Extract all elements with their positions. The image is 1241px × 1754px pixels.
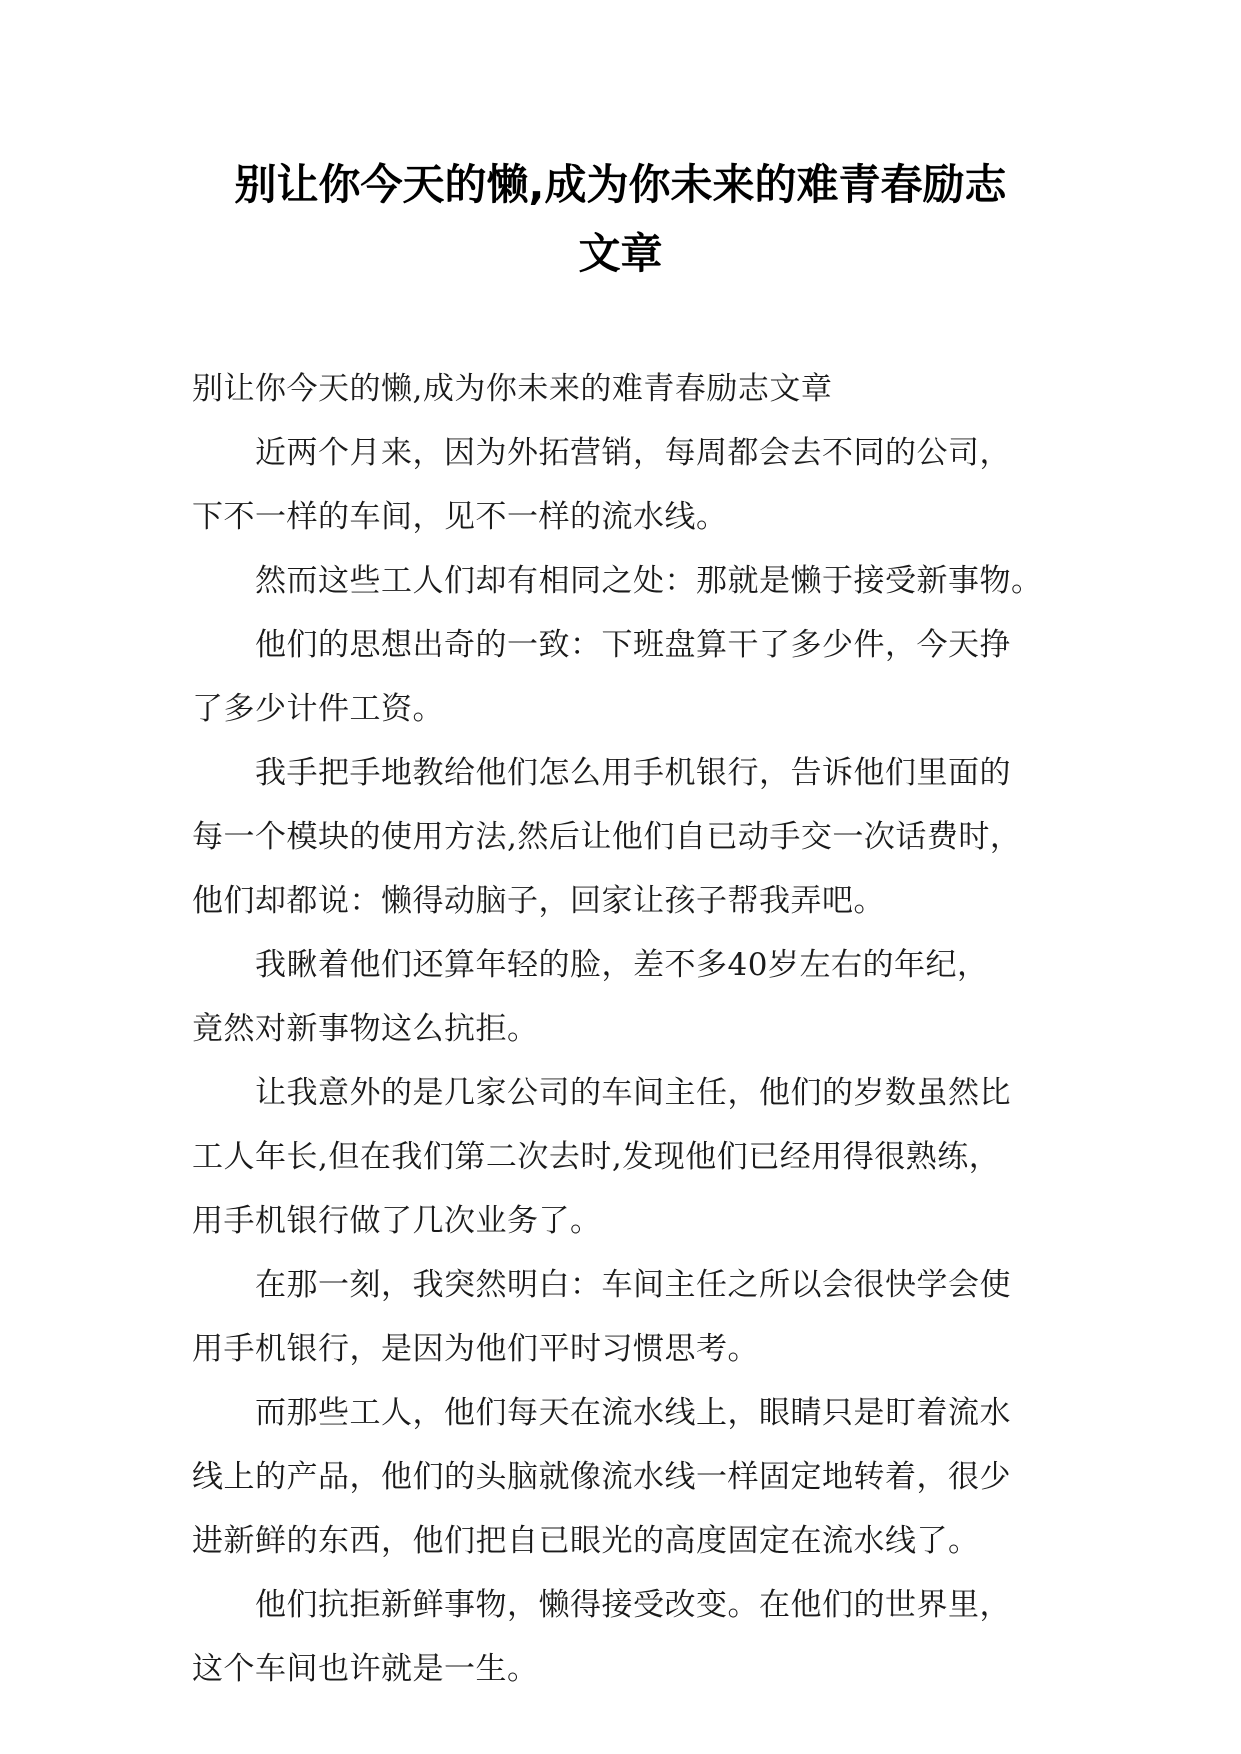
paragraph xyxy=(192,549,1072,613)
paragraph xyxy=(192,1061,1072,1253)
paragraph-line: 每一个模块的使用方法,然后让他们自已动手交一次话费时， xyxy=(192,819,1022,855)
title-line: 别让你今天的懒,成为你未来的难青春励志 xyxy=(234,160,1007,209)
paragraph xyxy=(192,1253,1072,1381)
paragraph-line: 下不一样的车间，见不一样的流水线。 xyxy=(192,499,728,535)
paragraph xyxy=(192,1381,1072,1573)
paragraph-line: 工人年长,但在我们第二次去时,发现他们已经用得很熟练， xyxy=(192,1139,1001,1175)
paragraph-line: 这个车间也许就是一生。 xyxy=(192,1651,539,1687)
paragraph-line: 在那一刻，我突然明白：车间主任之所以会很快学会使 xyxy=(255,1267,1011,1303)
paragraph-line: 用手机银行，是因为他们平时习惯思考。 xyxy=(192,1331,759,1367)
paragraph-line: 近两个月来，因为外拓营销，每周都会去不同的公司， xyxy=(255,435,1011,471)
paragraph xyxy=(192,613,1072,741)
subtitle: 别让你今天的懒,成为你未来的难青春励志文章 xyxy=(192,371,833,407)
paragraph xyxy=(192,1573,1072,1701)
paragraph-line: 他们的思想出奇的一致：下班盘算干了多少件，今天挣 xyxy=(255,627,1011,663)
paragraph-line: 我瞅着他们还算年轻的脸，差不多40岁左右的年纪， xyxy=(255,947,989,983)
paragraph-line: 了多少计件工资。 xyxy=(192,691,444,727)
paragraph xyxy=(192,741,1072,933)
document-body xyxy=(192,357,1072,1701)
paragraph-line: 然而这些工人们却有相同之处：那就是懒于接受新事物。 xyxy=(255,563,1043,599)
paragraph xyxy=(192,421,1072,549)
paragraph xyxy=(192,933,1072,1061)
document-title xyxy=(150,150,1091,288)
paragraph-line: 让我意外的是几家公司的车间主任，他们的岁数虽然比 xyxy=(255,1075,1011,1111)
paragraph-line: 我手把手地教给他们怎么用手机银行，告诉他们里面的 xyxy=(255,755,1011,791)
paragraph-line: 用手机银行做了几次业务了。 xyxy=(192,1203,602,1239)
paragraph-line: 而那些工人，他们每天在流水线上，眼睛只是盯着流水 xyxy=(255,1395,1011,1431)
paragraph-line: 他们抗拒新鲜事物，懒得接受改变。在他们的世界里， xyxy=(255,1587,1011,1623)
paragraph-line: 他们却都说：懒得动脑子，回家让孩子帮我弄吧。 xyxy=(192,883,885,919)
paragraph-line: 进新鲜的东西，他们把自已眼光的高度固定在流水线了。 xyxy=(192,1523,980,1559)
paragraph-line: 线上的产品，他们的头脑就像流水线一样固定地转着，很少 xyxy=(192,1459,1011,1495)
title-line: 文章 xyxy=(578,229,663,278)
paragraph-line: 竟然对新事物这么抗拒。 xyxy=(192,1011,539,1047)
